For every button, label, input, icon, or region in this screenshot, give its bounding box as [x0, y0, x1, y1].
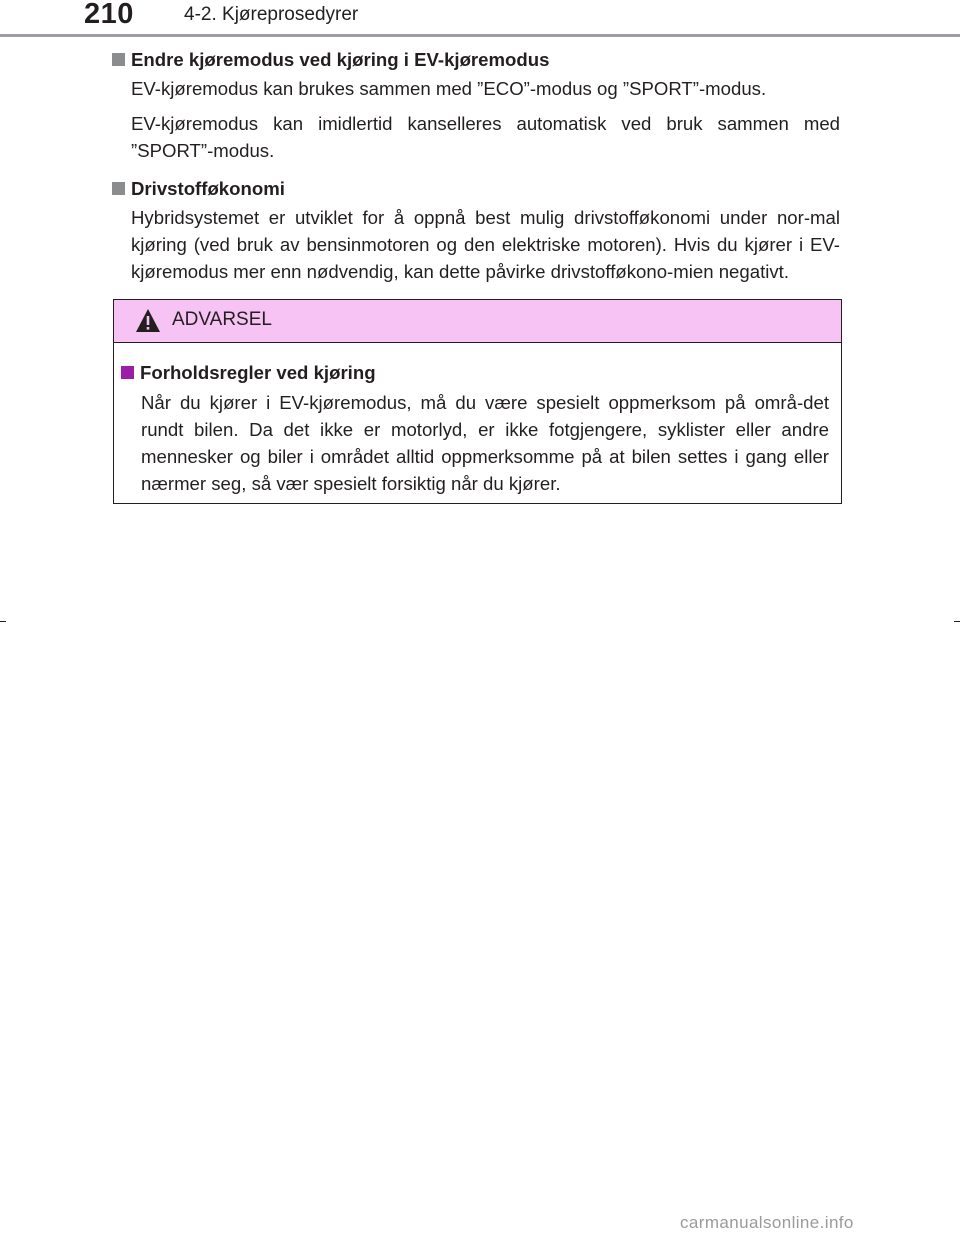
- page-header: [0, 0, 960, 38]
- watermark: carmanualsonline.info: [680, 1213, 854, 1232]
- warning-body: [114, 343, 841, 497]
- warning-heading: [121, 359, 829, 386]
- main-content: [112, 46, 840, 293]
- warning-heading-text: Forholdsregler ved kjøring: [140, 362, 376, 383]
- square-bullet-icon: [112, 182, 125, 195]
- section-heading: [112, 46, 840, 73]
- warning-header: [114, 300, 841, 343]
- warning-box: [113, 299, 842, 504]
- section-heading-text: Endre kjøremodus ved kjøring i EV-kjøremodus: [131, 49, 550, 70]
- crop-mark: [0, 621, 6, 622]
- section-heading-text: Drivstofføkonomi: [131, 178, 285, 199]
- paragraph: EV-kjøremodus kan brukes sammen med ”ECO”-modus og ”SPORT”-modus.: [131, 78, 767, 99]
- warning-label: ADVARSEL: [172, 309, 272, 330]
- square-bullet-icon: [112, 53, 125, 66]
- header-divider: [0, 34, 960, 37]
- section-title: 4-2. Kjøreprosedyrer: [184, 4, 359, 25]
- page-number: 210: [84, 0, 134, 30]
- crop-mark: [954, 621, 960, 622]
- paragraph: EV-kjøremodus kan imidlertid kanselleres automatisk ved bruk sammen med ”SPORT”-modus.: [131, 113, 840, 161]
- section-heading: [112, 175, 840, 202]
- warning-text: Når du kjører i EV-kjøremodus, må du være spesielt oppmerksom på områ-det rundt bilen. Da det ikke er motorlyd, er ikke fotgjengere, syklister eller andre mennesker og biler i området alltid oppmerksomme på at bilen settes i gang eller nærmer seg, så vær spesielt forsiktig når du kjører.: [141, 392, 829, 494]
- square-bullet-icon: [121, 366, 134, 379]
- paragraph: Hybridsystemet er utviklet for å oppnå best mulig drivstofføkonomi under nor-mal kjøring (ved bruk av bensinmotoren og den elektriske motoren). Hvis du kjører i EV-kjøremodus mer enn nødvendig, kan dette påvirke drivstofføkono-mien negativt.: [131, 207, 840, 282]
- warning-triangle-icon: [135, 308, 161, 333]
